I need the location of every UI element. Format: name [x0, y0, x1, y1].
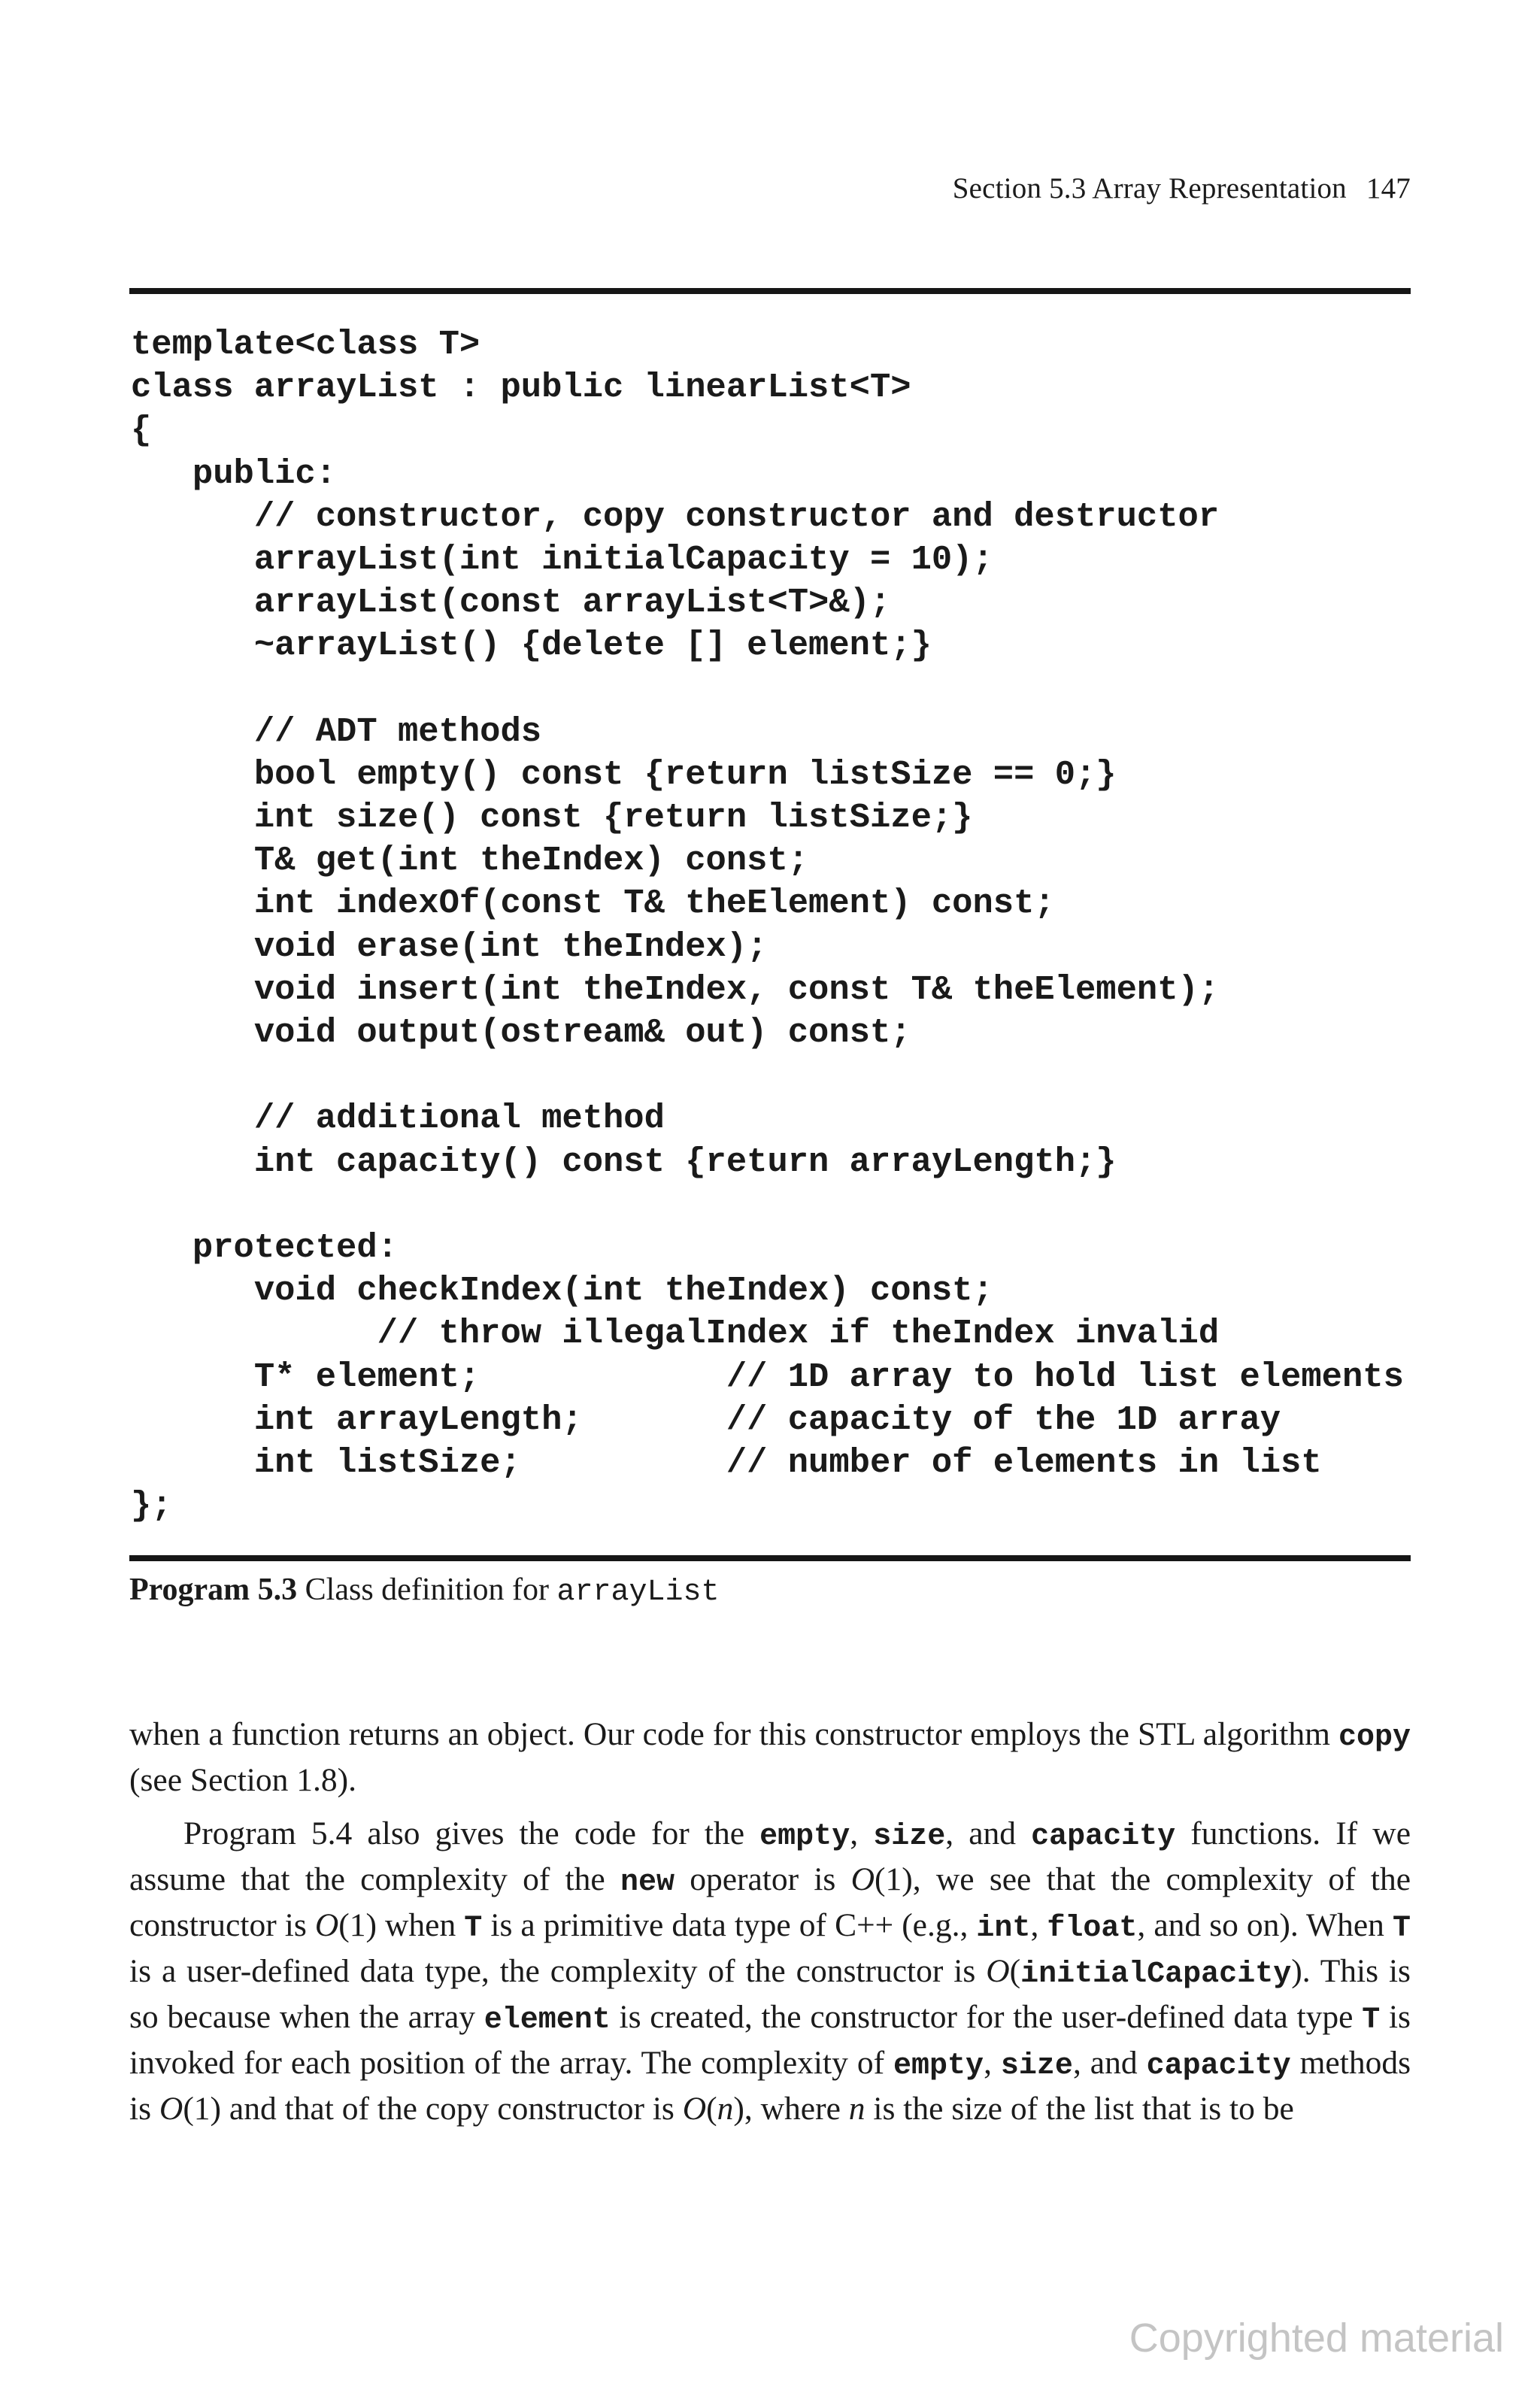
text-run: , and	[1072, 2045, 1147, 2081]
code-line: int indexOf(const T& theElement) const;	[131, 884, 1055, 923]
math-run: n	[848, 2091, 865, 2127]
code-run: initialCapacity	[1020, 1958, 1292, 1991]
code-line	[131, 1184, 1424, 1227]
code-run: T	[1392, 1912, 1411, 1946]
code-run: capacity	[1031, 1820, 1176, 1854]
text-run: is created, the constructor for the user-defined data type	[610, 1999, 1363, 2035]
code-line: T& get(int theIndex) const;	[131, 841, 809, 881]
code-run: T	[464, 1912, 483, 1946]
caption-text: Class definition for	[297, 1572, 557, 1607]
text-run: ), where	[733, 2091, 849, 2127]
code-line: ~arrayList() {delete [] element;}	[131, 626, 932, 666]
page-number: 147	[1366, 172, 1411, 205]
code-line: T* element; // 1D array to hold list elements	[131, 1357, 1404, 1397]
caption-label: Program 5.3	[129, 1572, 298, 1607]
text-run: methods is	[129, 2045, 1411, 2127]
text-run: ,	[984, 2045, 1001, 2081]
text-run: (	[706, 2091, 717, 2127]
code-line: void checkIndex(int theIndex) const;	[131, 1271, 993, 1311]
code-run: float	[1047, 1912, 1138, 1946]
code-line: {	[131, 411, 152, 450]
code-run: copy	[1338, 1721, 1411, 1754]
code-line: int capacity() const {return arrayLength;}	[131, 1142, 1117, 1181]
code-line: int size() const {return listSize;}	[131, 798, 973, 838]
bottom-rule	[129, 1555, 1411, 1561]
copyright-watermark: Copyrighted material	[1129, 2316, 1504, 2361]
code-run: size	[873, 1820, 946, 1854]
text-run: (1) and that of the copy constructor is	[183, 2091, 683, 2127]
code-line	[131, 668, 1424, 711]
section-title: Section 5.3 Array Representation	[952, 172, 1347, 205]
code-line: protected:	[131, 1227, 398, 1267]
text-run: functions. If we assume that the complexity of the	[129, 1815, 1411, 1897]
code-line: int arrayLength; // capacity of the 1D array	[131, 1400, 1281, 1439]
code-line: template<class T>	[131, 325, 480, 364]
math-run: O	[850, 1861, 875, 1897]
text-run: is the size of the list that is to be	[865, 2091, 1294, 2127]
body-text	[129, 1713, 1411, 2131]
math-run: O	[682, 2091, 707, 2127]
text-run: operator is	[674, 1861, 851, 1897]
text-run: (	[1009, 1953, 1021, 1989]
code-run: empty	[893, 2049, 984, 2083]
code-line: };	[131, 1486, 172, 1526]
top-rule	[129, 288, 1411, 294]
caption-code: arrayList	[556, 1576, 720, 1609]
paragraph-1	[129, 1713, 1411, 1802]
code-line: // throw illegalIndex if theIndex invalid	[131, 1314, 1220, 1354]
text-run: when a function returns an object. Our code for this constructor employs the STL algorithm	[129, 1716, 1338, 1752]
code-line: arrayList(const arrayList<T>&);	[131, 583, 891, 623]
code-line: bool empty() const {return listSize == 0;}	[131, 754, 1117, 794]
code-run: new	[620, 1866, 675, 1900]
text-run: (1), we see that the complexity of the constructor is	[129, 1861, 1411, 1943]
text-run: ,	[1030, 1907, 1047, 1943]
code-line: int listSize; // number of elements in list	[131, 1442, 1322, 1482]
math-run: O	[986, 1953, 1010, 1989]
code-listing	[131, 323, 1424, 1527]
code-line	[131, 1054, 1424, 1097]
code-run: empty	[759, 1820, 850, 1854]
code-line: void insert(int theIndex, const T& theElement);	[131, 969, 1220, 1009]
code-line: void erase(int theIndex);	[131, 927, 768, 966]
text-run: ,	[850, 1815, 874, 1851]
running-head	[129, 171, 1411, 205]
math-run: n	[717, 2091, 734, 2127]
text-run: ). This is so because when the array	[129, 1953, 1411, 2035]
text-run: is invoked for each position of the array. The complexity of	[129, 1999, 1411, 2081]
text-run: is a primitive data type of C++ (e.g.,	[482, 1907, 977, 1943]
code-line: class arrayList : public linearList<T>	[131, 368, 911, 408]
program-caption	[129, 1572, 720, 1609]
code-line: arrayList(int initialCapacity = 10);	[131, 539, 993, 579]
text-run: (see Section 1.8).	[129, 1762, 356, 1798]
text-run: (1) when	[338, 1907, 465, 1943]
text-run: , and so on). When	[1137, 1907, 1393, 1943]
code-run: size	[1000, 2049, 1073, 2083]
code-run: element	[484, 2003, 611, 2037]
text-run: Program 5.4 also gives the code for the	[183, 1815, 760, 1851]
math-run: O	[314, 1907, 339, 1943]
code-line: // constructor, copy constructor and destructor	[131, 496, 1220, 536]
code-line: public:	[131, 453, 337, 493]
code-run: T	[1362, 2003, 1381, 2037]
text-run: , and	[945, 1815, 1032, 1851]
code-line: // ADT methods	[131, 711, 542, 751]
code-run: capacity	[1146, 2049, 1291, 2083]
code-line: void output(ostream& out) const;	[131, 1013, 911, 1052]
code-run: int	[976, 1912, 1031, 1946]
paragraph-2	[129, 1812, 1411, 2131]
code-line: // additional method	[131, 1099, 665, 1139]
math-run: O	[159, 2091, 183, 2127]
text-run: is a user-defined data type, the complexity of the constructor is	[129, 1953, 987, 1989]
